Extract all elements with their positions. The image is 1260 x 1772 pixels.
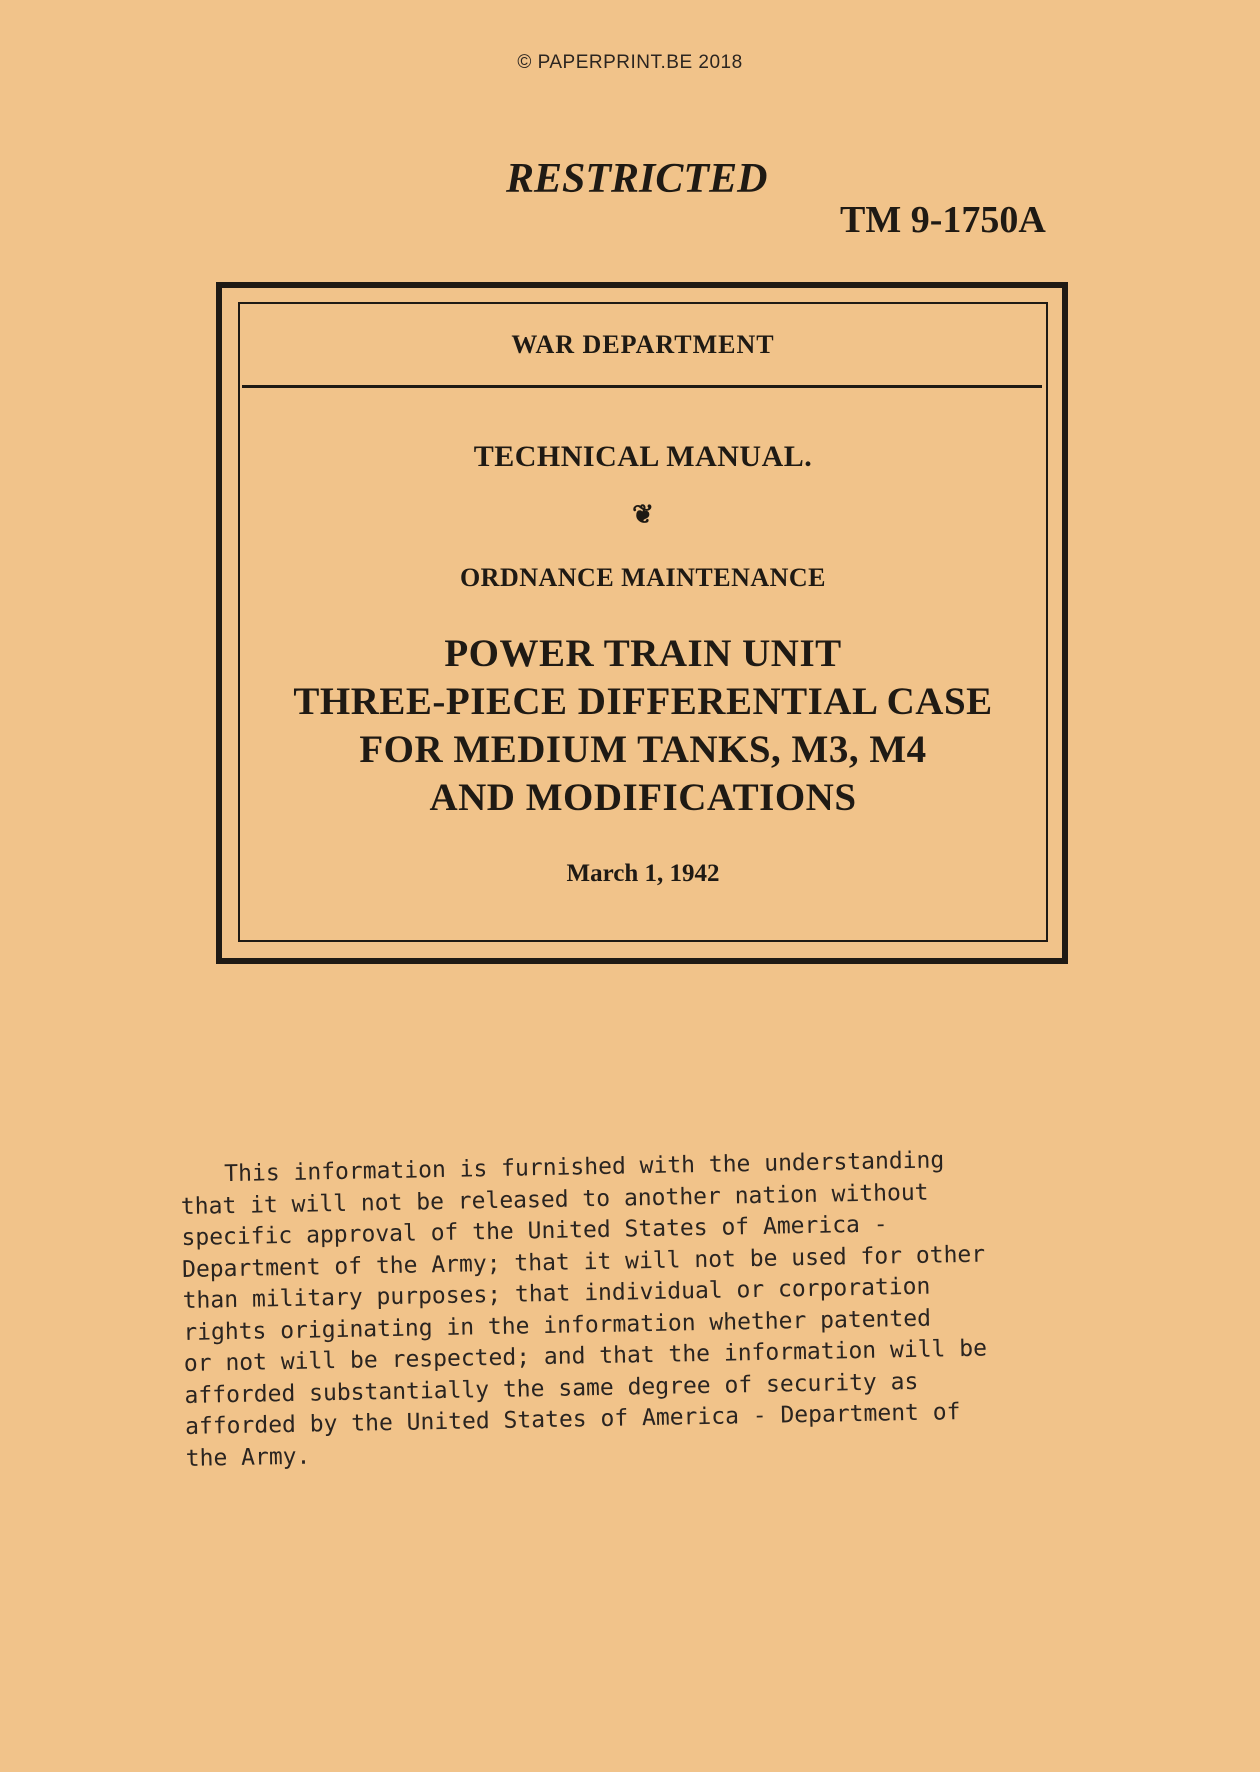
notice-line: Department of the Army; that it will not be used for other (181, 1241, 986, 1283)
notice-line: the Army. (185, 1443, 311, 1472)
manual-type-heading: TECHNICAL MANUAL. (473, 440, 813, 473)
notice-line: This information is furnished with the understanding (224, 1147, 945, 1188)
security-notice (180, 1143, 1046, 1474)
ornament-icon: ❦ (632, 500, 654, 529)
notice-line: afforded substantially the same degree of security as (184, 1368, 919, 1409)
title-line: AND MODIFICATIONS (429, 776, 857, 819)
title-line: POWER TRAIN UNIT (444, 632, 842, 675)
notice-line: than military purposes; that individual or corporation (182, 1273, 931, 1314)
classification-stamp: RESTRICTED (506, 156, 768, 202)
notice-line: or not will be respected; and that the information will be (183, 1335, 988, 1377)
title-line: THREE-PIECE DIFFERENTIAL CASE (293, 680, 993, 723)
copyright-notice: © PAPERPRINT.BE 2018 (517, 52, 743, 73)
title-line: FOR MEDIUM TANKS, M3, M4 (359, 728, 927, 771)
publication-date: March 1, 1942 (566, 860, 720, 887)
manual-number: TM 9-1750A (840, 199, 1046, 241)
notice-line: that it will not be released to another nation without (180, 1179, 929, 1220)
notice-line: rights originating in the information whether patented (183, 1305, 932, 1346)
frame-divider (242, 385, 1042, 388)
department-heading: WAR DEPARTMENT (511, 330, 775, 359)
notice-line: afforded by the United States of America - Department of (184, 1399, 961, 1440)
title-frame-inner-border (238, 302, 1048, 942)
notice-line: specific approval of the United States of America - (181, 1211, 888, 1251)
category-heading: ORDNANCE MAINTENANCE (459, 563, 827, 592)
